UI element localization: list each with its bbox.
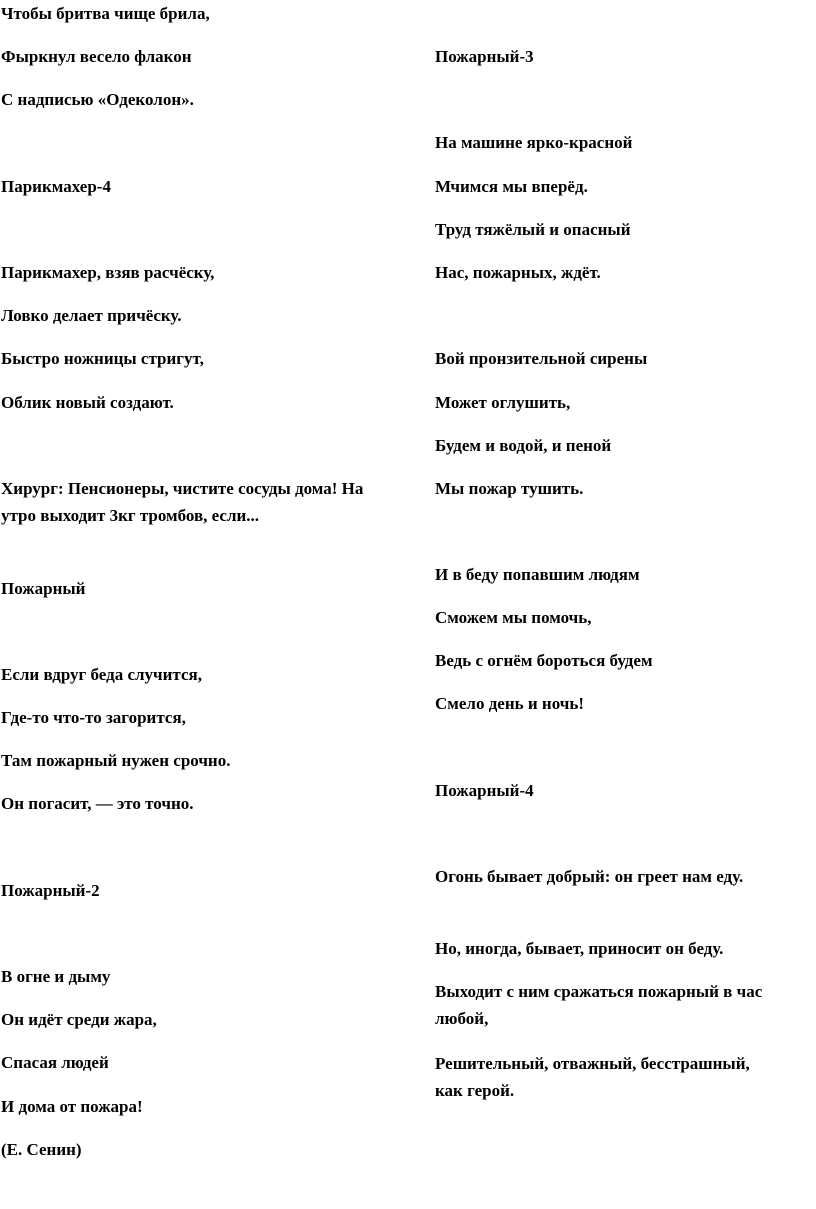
text-paragraph: Огонь бывает добрый: он греет нам еду.: [435, 867, 744, 886]
text-line: Там пожарный нужен срочно.: [1, 751, 231, 770]
text-line: Но, иногда, бывает, приносит он беду.: [435, 939, 724, 958]
text-line: Мчимся мы вперёд.: [435, 177, 588, 196]
text-line: Ловко делает причёску.: [1, 306, 182, 325]
text-line: В огне и дыму: [1, 967, 111, 986]
text-line: И в беду попавшим людям: [435, 565, 640, 584]
text-line: Где-то что-то загорится,: [1, 708, 186, 727]
text-line: Он идёт среди жара,: [1, 1010, 157, 1029]
text-paragraph: Выходит с ним сражаться пожарный в час любой,: [435, 982, 763, 1028]
text-line: Нас, пожарных, ждёт.: [435, 263, 601, 282]
section-heading: Пожарный: [1, 579, 86, 598]
text-line: Парикмахер, взяв расчёску,: [1, 263, 215, 282]
text-line: Ведь с огнём бороться будем: [435, 651, 653, 670]
text-paragraph: Решительный, отважный, бесстрашный, как герой.: [435, 1054, 750, 1100]
text-line: И дома от пожара!: [1, 1097, 143, 1116]
text-line: Быстро ножницы стригут,: [1, 349, 204, 368]
text-line: Смело день и ночь!: [435, 694, 585, 713]
text-line: На машине ярко-красной: [435, 133, 633, 152]
section-heading: Пожарный-2: [1, 881, 100, 900]
section-heading: Пожарный-3: [435, 47, 534, 66]
text-line: Он погасит, — это точно.: [1, 794, 194, 813]
text-line: Чтобы бритва чище брила,: [1, 4, 210, 23]
text-line: Сможем мы помочь,: [435, 608, 592, 627]
text-line: Будем и водой, и пеной: [435, 436, 612, 455]
text-line: Мы пожар тушить.: [435, 479, 584, 498]
text-line: Вой пронзительной сирены: [435, 349, 648, 368]
author-credit: (Е. Сенин): [1, 1140, 82, 1159]
section-heading: Пожарный-4: [435, 781, 534, 800]
text-line: С надписью «Одеколон».: [1, 90, 194, 109]
text-line: Облик новый создают.: [1, 393, 174, 412]
text-line: Фыркнул весело флакон: [1, 47, 192, 66]
text-line: Может оглушить,: [435, 393, 571, 412]
text-line: Если вдруг беда случится,: [1, 665, 202, 684]
text-line: Труд тяжёлый и опасный: [435, 220, 631, 239]
text-paragraph: Хирург: Пенсионеры, чистите сосуды дома! На утро выходит 3кг тромбов, если...: [1, 479, 364, 525]
text-line: Спасая людей: [1, 1053, 109, 1072]
section-heading: Парикмахер-4: [1, 177, 111, 196]
